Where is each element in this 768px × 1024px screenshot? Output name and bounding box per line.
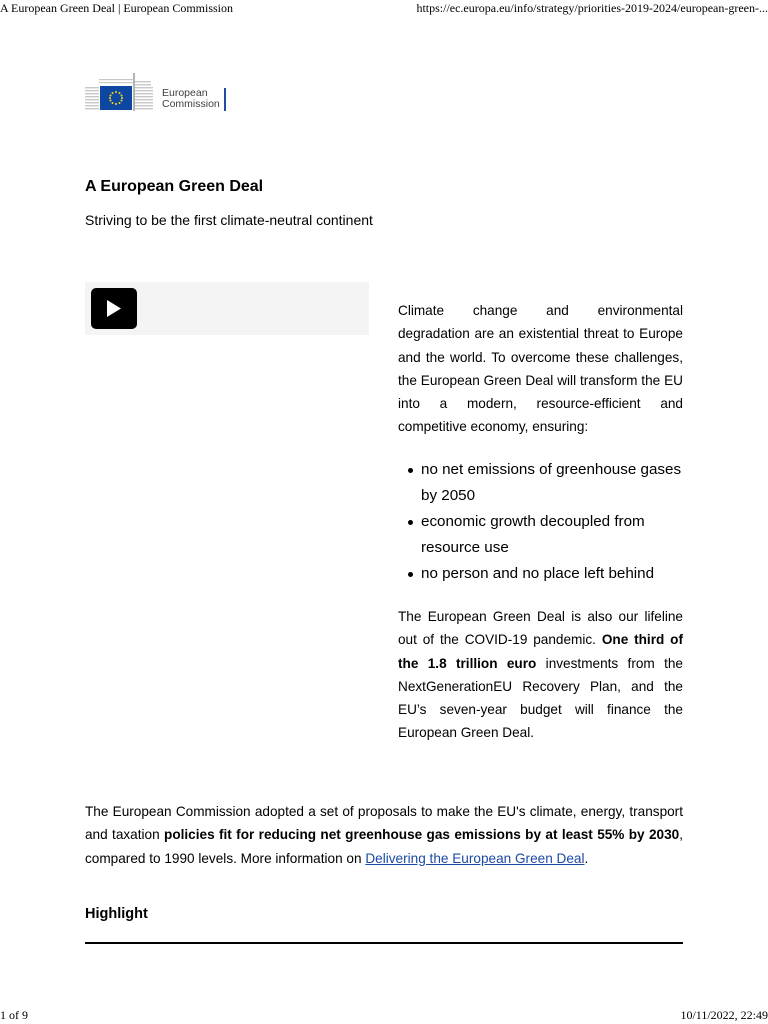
print-page-title: A European Green Deal | European Commission: [0, 1, 234, 15]
logo-text: [162, 88, 220, 110]
logo-divider: [224, 88, 226, 111]
play-button[interactable]: [91, 288, 137, 329]
commission-building-icon: [85, 71, 157, 113]
print-url: https://ec.europa.eu/info/strategy/priorities-2019-2024/european-green-...: [416, 1, 768, 15]
list-item: no net emissions of greenhouse gases by 2050: [398, 457, 688, 509]
list-item: economic growth decoupled from resource use: [398, 509, 688, 561]
eu-flag: [100, 86, 132, 110]
page-subtitle: Striving to be the first climate-neutral continent: [85, 212, 373, 228]
european-commission-logo[interactable]: [85, 71, 230, 113]
intro-paragraph: [398, 299, 683, 439]
list-item: no person and no place left behind: [398, 561, 688, 587]
print-datetime: 10/11/2022, 22:49: [680, 1008, 768, 1022]
goals-list: [398, 457, 688, 587]
logo-line-1: European: [162, 87, 208, 99]
play-icon: [107, 300, 121, 317]
proposals-text-2: , compared to 1990 levels. More information on: [85, 827, 683, 866]
covid-bold: One third of the 1.8 trillion euro: [398, 632, 683, 671]
print-page-number: 1 of 9: [0, 1008, 28, 1022]
video-player[interactable]: [85, 282, 369, 335]
covid-paragraph: [398, 605, 683, 745]
highlight-heading: Highlight: [85, 906, 148, 922]
print-footer: [0, 1008, 768, 1024]
print-header: [0, 0, 768, 16]
covid-text-2: investments from the NextGenerationEU Recovery Plan, and the EU’s seven-year budget will finance the European Green Deal.: [398, 655, 683, 741]
highlight-divider: [85, 942, 683, 944]
proposals-paragraph: [85, 800, 683, 870]
intro-text: Climate change and environmental degradation are an existential threat to Europe and the world. To overcome these challenges, the European Green Deal will transform the EU into a modern, resource-efficient and competitive economy, ensuring:: [398, 303, 683, 435]
page-title: A European Green Deal: [85, 178, 264, 195]
proposals-bold: policies fit for reducing net greenhouse gas emissions by at least 55% by 2030: [164, 827, 680, 843]
logo-line-2: Commission: [162, 98, 220, 110]
proposals-end: .: [584, 850, 589, 866]
delivering-green-deal-link[interactable]: Delivering the European Green Deal: [365, 850, 585, 866]
covid-text-1: The European Green Deal is also our lifeline out of the COVID-19 pandemic.: [398, 609, 683, 648]
proposals-text-1: The European Commission adopted a set of proposals to make the EU's climate, energy, transport and taxation: [85, 804, 683, 843]
